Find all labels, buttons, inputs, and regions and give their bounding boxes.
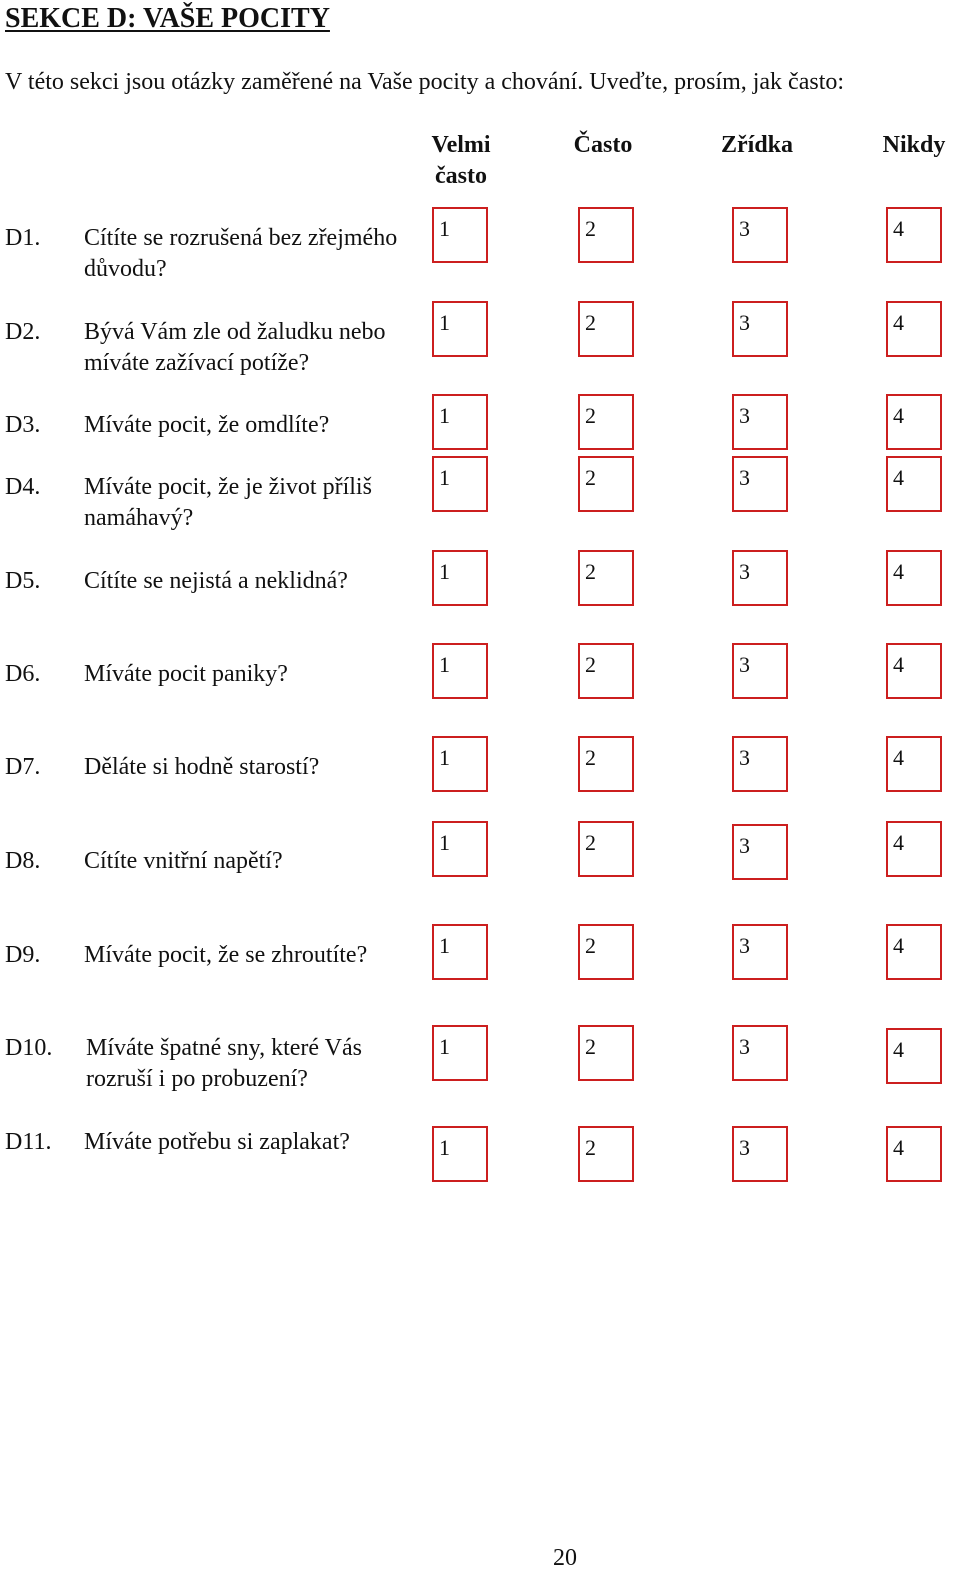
answer-option-label: 1 <box>439 933 450 958</box>
answer-checkbox-d9-1[interactable] <box>432 924 488 980</box>
answer-checkbox-d1-1[interactable] <box>432 207 488 263</box>
answer-option-label: 2 <box>585 465 596 490</box>
answer-option-label: 4 <box>893 1135 904 1160</box>
answer-checkbox-d1-3[interactable] <box>732 207 788 263</box>
question-text: Míváte špatné sny, které Vás rozruší i po probuzení? <box>86 1035 362 1092</box>
answer-option-label: 3 <box>739 403 750 428</box>
answer-option-label: 1 <box>439 559 450 584</box>
question-number: D7. <box>5 754 41 780</box>
answer-checkbox-d10-1[interactable] <box>432 1025 488 1081</box>
column-header-rarely: Zřídka <box>720 132 794 158</box>
answer-checkbox-d7-1[interactable] <box>432 736 488 792</box>
answer-option-label: 4 <box>893 652 904 677</box>
answer-option-label: 2 <box>585 652 596 677</box>
question-number: D3. <box>5 412 41 438</box>
page-number: 20 <box>553 1545 577 1571</box>
answer-checkbox-d11-4[interactable] <box>886 1126 942 1182</box>
answer-checkbox-d4-1[interactable] <box>432 456 488 512</box>
answer-checkbox-d1-2[interactable] <box>578 207 634 263</box>
question-text: Míváte pocit, že se zhroutíte? <box>84 942 368 968</box>
column-header-often: Často <box>573 132 633 158</box>
answer-option-label: 2 <box>585 1034 596 1059</box>
answer-option-label: 4 <box>893 830 904 855</box>
answer-checkbox-d9-3[interactable] <box>732 924 788 980</box>
answer-checkbox-d6-4[interactable] <box>886 643 942 699</box>
question-text: Bývá Vám zle od žaludku nebo míváte zažívací potíže? <box>84 319 386 376</box>
answer-checkbox-d1-4[interactable] <box>886 207 942 263</box>
answer-option-label: 1 <box>439 465 450 490</box>
section-intro: V této sekci jsou otázky zaměřené na Vaše pocity a chování. Uveďte, prosím, jak často: <box>5 69 845 95</box>
question-number: D10. <box>5 1035 53 1061</box>
answer-option-label: 2 <box>585 830 596 855</box>
answer-checkbox-d10-2[interactable] <box>578 1025 634 1081</box>
answer-checkbox-d5-2[interactable] <box>578 550 634 606</box>
answer-option-label: 3 <box>739 310 750 335</box>
answer-checkbox-d2-3[interactable] <box>732 301 788 357</box>
answer-option-label: 4 <box>893 559 904 584</box>
question-text: Míváte pocit, že je život příliš namáhavý? <box>84 474 372 531</box>
answer-option-label: 3 <box>739 465 750 490</box>
answer-option-label: 3 <box>739 652 750 677</box>
answer-option-label: 2 <box>585 216 596 241</box>
answer-option-label: 2 <box>585 310 596 335</box>
answer-checkbox-d2-2[interactable] <box>578 301 634 357</box>
answer-checkbox-d4-2[interactable] <box>578 456 634 512</box>
answer-option-label: 3 <box>739 559 750 584</box>
answer-checkbox-d5-1[interactable] <box>432 550 488 606</box>
answer-checkbox-d8-3[interactable] <box>732 824 788 880</box>
answer-option-label: 1 <box>439 830 450 855</box>
answer-checkbox-d3-1[interactable] <box>432 394 488 450</box>
question-text: Cítíte se rozrušená bez zřejmého důvodu? <box>84 225 398 282</box>
answer-checkbox-d11-2[interactable] <box>578 1126 634 1182</box>
answer-checkbox-d8-4[interactable] <box>886 821 942 877</box>
question-number: D5. <box>5 568 41 594</box>
answer-checkbox-d9-2[interactable] <box>578 924 634 980</box>
column-header-very-often: Velmi často <box>431 132 491 189</box>
question-text: Cítíte vnitřní napětí? <box>84 848 283 874</box>
answer-checkbox-d2-4[interactable] <box>886 301 942 357</box>
answer-checkbox-d3-4[interactable] <box>886 394 942 450</box>
answer-checkbox-d10-4[interactable] <box>886 1028 942 1084</box>
answer-option-label: 2 <box>585 559 596 584</box>
answer-checkbox-d4-4[interactable] <box>886 456 942 512</box>
question-number: D9. <box>5 942 41 968</box>
question-text: Cítíte se nejistá a neklidná? <box>84 568 348 594</box>
answer-option-label: 3 <box>739 833 750 858</box>
answer-checkbox-d5-3[interactable] <box>732 550 788 606</box>
answer-option-label: 1 <box>439 1034 450 1059</box>
question-number: D2. <box>5 319 41 345</box>
answer-checkbox-d3-3[interactable] <box>732 394 788 450</box>
answer-checkbox-d8-2[interactable] <box>578 821 634 877</box>
answer-option-label: 2 <box>585 745 596 770</box>
answer-option-label: 1 <box>439 216 450 241</box>
answer-checkbox-d11-3[interactable] <box>732 1126 788 1182</box>
question-number: D8. <box>5 848 41 874</box>
answer-option-label: 2 <box>585 1135 596 1160</box>
answer-option-label: 2 <box>585 933 596 958</box>
answer-checkbox-d3-2[interactable] <box>578 394 634 450</box>
answer-option-label: 4 <box>893 310 904 335</box>
answer-checkbox-d6-1[interactable] <box>432 643 488 699</box>
answer-option-label: 3 <box>739 1034 750 1059</box>
answer-option-label: 2 <box>585 403 596 428</box>
answer-checkbox-d2-1[interactable] <box>432 301 488 357</box>
question-text: Děláte si hodně starostí? <box>84 754 320 780</box>
question-text: Míváte potřebu si zaplakat? <box>84 1129 350 1155</box>
answer-checkbox-d11-1[interactable] <box>432 1126 488 1182</box>
question-text: Míváte pocit, že omdlíte? <box>84 412 330 438</box>
question-number: D6. <box>5 661 41 687</box>
answer-checkbox-d4-3[interactable] <box>732 456 788 512</box>
answer-checkbox-d8-1[interactable] <box>432 821 488 877</box>
question-number: D1. <box>5 225 41 251</box>
answer-option-label: 3 <box>739 745 750 770</box>
answer-option-label: 1 <box>439 310 450 335</box>
answer-option-label: 4 <box>893 403 904 428</box>
answer-option-label: 1 <box>439 652 450 677</box>
answer-checkbox-d6-2[interactable] <box>578 643 634 699</box>
answer-option-label: 4 <box>893 216 904 241</box>
answer-option-label: 4 <box>893 745 904 770</box>
answer-checkbox-d6-3[interactable] <box>732 643 788 699</box>
answer-option-label: 3 <box>739 933 750 958</box>
answer-option-label: 1 <box>439 745 450 770</box>
answer-option-label: 4 <box>893 465 904 490</box>
question-number: D11. <box>5 1129 52 1155</box>
question-text: Míváte pocit paniky? <box>84 661 288 687</box>
question-number: D4. <box>5 474 41 500</box>
answer-checkbox-d5-4[interactable] <box>886 550 942 606</box>
answer-option-label: 3 <box>739 1135 750 1160</box>
answer-option-label: 1 <box>439 403 450 428</box>
answer-option-label: 3 <box>739 216 750 241</box>
answer-option-label: 4 <box>893 933 904 958</box>
section-title: SEKCE D: VAŠE POCITY <box>5 3 330 34</box>
answer-checkbox-d9-4[interactable] <box>886 924 942 980</box>
answer-option-label: 4 <box>893 1037 904 1062</box>
answer-checkbox-d7-3[interactable] <box>732 736 788 792</box>
answer-option-label: 1 <box>439 1135 450 1160</box>
column-header-never: Nikdy <box>882 132 946 158</box>
answer-checkbox-d7-2[interactable] <box>578 736 634 792</box>
answer-checkbox-d7-4[interactable] <box>886 736 942 792</box>
answer-checkbox-d10-3[interactable] <box>732 1025 788 1081</box>
